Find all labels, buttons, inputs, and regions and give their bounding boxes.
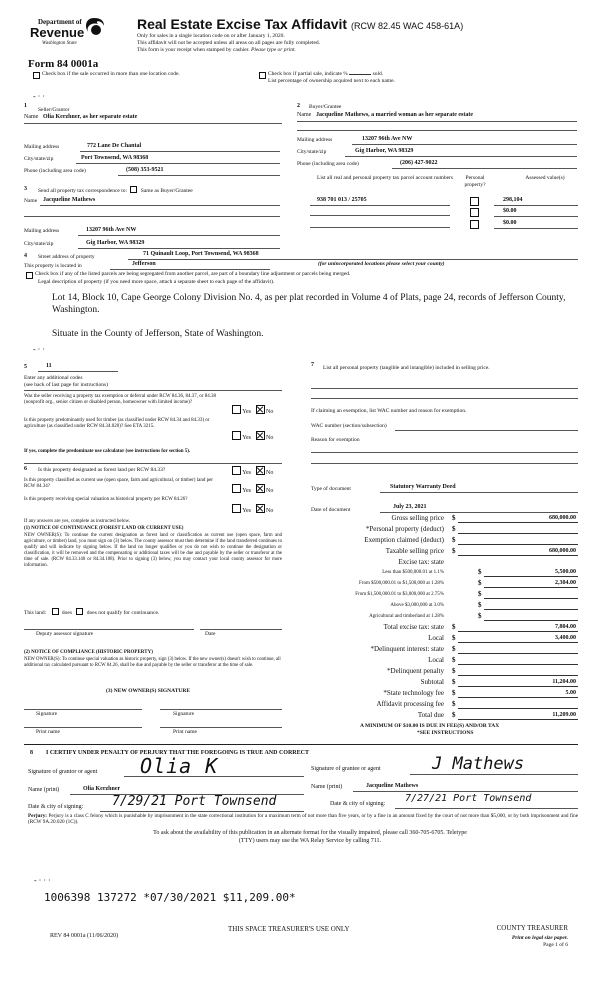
perjury-statement: Perjury: Perjury is a class C felony which is punishable by imprisonment in the state correctional institution for a maximum term of not more than five years, or by a fine in an amount fixed by the court of not more than $5,000, or by both imprisonment and fine (RCW 9A.20.020 (1C)).	[28, 813, 579, 826]
unincorporated-note: (for unincorporated locations please select your county)	[318, 261, 445, 267]
buyer-city-label: City/state/zip	[297, 149, 327, 155]
tier3-label: From $1,500,000.01 to $3,000,000 at 2.75%	[355, 592, 444, 597]
form-subtitle-2: This affidavit will not be accepted unless all areas on all pages are fully completed.	[137, 40, 321, 46]
sec6-q2-no-checkbox[interactable]	[256, 484, 265, 493]
sec5-q1-no-checkbox[interactable]	[256, 405, 265, 414]
scan-marks-2: - · ·	[33, 345, 45, 354]
sec6-q1-yes-checkbox[interactable]	[232, 466, 241, 475]
sec7-label: List all personal property (tangible and intangible) included in selling price.	[323, 365, 490, 371]
correspondence-section-number: 3	[24, 186, 27, 192]
dor-logo	[28, 14, 108, 58]
treasurer-use-only: THIS SPACE TREASURER'S USE ONLY	[228, 925, 350, 933]
affidavit-fee-label: Affidavit processing fee	[376, 700, 444, 708]
multi-location-checkbox[interactable]	[33, 72, 40, 79]
street-label: Street address of property	[38, 254, 95, 260]
sec8-number: 8	[30, 750, 33, 756]
minimum-due-note: A MINIMUM OF $10.00 IS DUE IN FEE(S) AND/OR TAX	[360, 723, 500, 729]
delinq-pen-line	[458, 675, 578, 676]
grantor-name-label: Name (print)	[28, 787, 60, 793]
sec6-number: 6	[24, 466, 27, 472]
grantor-date-label: Date & city of signing:	[28, 804, 84, 810]
sec6-q1: Is this property designated as forest land per RCW 84.33?	[38, 467, 166, 473]
tier1-dollar: $	[478, 568, 482, 576]
personal-line	[458, 533, 578, 534]
form-number: Form 84 0001a	[28, 58, 99, 70]
deputy-sig-line	[24, 629, 194, 630]
land-does-checkbox[interactable]	[52, 608, 59, 615]
new-owner-sig-label-1: Signature	[36, 711, 58, 717]
excise-label: Excise tax: state	[398, 558, 444, 566]
seller-phone-line	[118, 175, 280, 176]
form-subtitle-1: Only for sales in a single location code on or after January 1, 2020.	[137, 33, 285, 39]
sec7-number: 7	[311, 362, 314, 368]
delinq-int-dollar: $	[452, 645, 456, 653]
seller-name-line	[24, 123, 282, 124]
grantee-date-city[interactable]: 7/27/21 Port Townsend	[405, 793, 532, 804]
sec5-instructions: (see back of last page for instructions)	[24, 382, 108, 388]
sec5-q1-answer: Yes No	[232, 405, 273, 416]
gross-label: Gross selling price	[391, 514, 444, 522]
sec8-top-rule	[24, 744, 578, 745]
sec6-q4: If any answers are yes, complete as instructed below.	[24, 519, 131, 524]
new-owner-print-line-2	[160, 727, 282, 728]
sec6-p1: NEW OWNER(S): To continue the current designation as forest land or classification as current use (open space, farm and agriculture, or timber) land, you must sign on (3) below. The county assessor must then determine if the land transferred continues to qualify and will indicate by signing below. If the land no longer qualifies or you do not wish to continue the designation or classification, it will be removed and the compensating or additional taxes will be due and payable by the seller or transferor at the time of sale. (RCW 84.33.140 or 84.34.108). Prior to signing (3) below, you may contact your local county assessor for more information.	[24, 533, 282, 568]
sec6-p2: NEW OWNER(S): To continue special valuation as historic property, sign (3) below. If the new owner(s) doesn't wish to continue, all additional tax calculated pursuant to RCW 84.26, shall be due and payable by the seller or transferor at the time of sale.	[24, 657, 281, 668]
alt-format-2: (TTY) users may use the WA Relay Service by calling 711.	[238, 838, 382, 844]
gross-amount[interactable]: 680,000.00	[549, 515, 576, 521]
segregated-checkbox[interactable]	[26, 272, 33, 279]
dept-line1: Department of	[38, 18, 82, 26]
partial-sale-checkbox[interactable]	[259, 72, 266, 79]
property-street-line	[128, 259, 578, 260]
local-label: Local	[428, 634, 444, 642]
grantee-name-label: Name (print)	[311, 784, 343, 790]
reason-label: Reason for exemption	[311, 437, 360, 443]
sec5-code-line	[38, 371, 118, 372]
total-state-dollar: $	[452, 623, 456, 631]
grantee-name[interactable]: Jacqueline Mathews	[366, 783, 419, 789]
sec6-q3-yes-checkbox[interactable]	[232, 504, 241, 513]
grantor-signature[interactable]: Olia K	[140, 754, 219, 778]
form-subtitle-3: This form is your receipt when stamped by cashier. Please type or print.	[137, 47, 296, 53]
county-treasurer: COUNTY TREASURER	[496, 924, 568, 932]
assessed-line-2	[494, 216, 578, 217]
personal-property-checkbox-1[interactable]	[470, 197, 479, 206]
delinq-int-line	[458, 653, 578, 654]
sec5-additional-codes: Enter any additional codes	[24, 375, 83, 381]
tier3-line	[484, 598, 578, 599]
tier1-amount[interactable]: 5,500.00	[555, 569, 576, 575]
property-street[interactable]: 71 Quinault Loop, Port Townsend, WA 98368	[143, 251, 259, 257]
total-due-dollar: $	[452, 711, 456, 719]
taxable-line	[458, 555, 578, 556]
delinq-pen-dollar: $	[452, 667, 456, 675]
grantee-signature[interactable]: J Mathews	[432, 754, 525, 774]
grantor-name[interactable]: Olia Kerzhner	[83, 786, 121, 792]
buyer-section-number: 2	[297, 103, 300, 109]
correspondence-blank-line	[24, 216, 280, 217]
parcel-line-1	[310, 205, 450, 206]
tier4-dollar: $	[478, 601, 482, 609]
sec6-h2: (2) NOTICE OF COMPLIANCE (HISTORIC PROPERTY)	[24, 650, 153, 655]
gross-line	[458, 522, 578, 523]
correspondence-label: Send all property tax correspondence to: Same as Buyer/Grantee	[38, 188, 193, 194]
delinq-pen-label: *Delinquent penalty	[387, 667, 444, 675]
seller-phone[interactable]: (508) 353-9521	[126, 167, 164, 173]
correspondence-city[interactable]: Gig Harbor, WA 98329	[86, 240, 145, 246]
legal-description-label: Legal description of property (if you need more space, attach a separate sheet to each page of the affidavit).	[38, 279, 275, 285]
sec6-q2-yes-checkbox[interactable]	[232, 484, 241, 493]
correspondence-mailing[interactable]: 13207 96th Ave NW	[86, 227, 137, 233]
tier5-line	[484, 620, 578, 621]
doc-type-label: Type of document	[311, 486, 351, 492]
grantor-date-line	[100, 811, 304, 812]
sec6-q1-answer: Yes No	[232, 466, 273, 477]
buyer-mailing-label: Mailing address	[297, 137, 333, 143]
legal-description[interactable]: Lot 14, Block 10, Cape George Colony Division No. 4, as per plat recorded in Volume 4 of Plats, page 24, records of Jefferson County, Washington.	[52, 293, 566, 315]
exemption-label: Exemption claimed (deduct)	[364, 536, 444, 544]
form-title: Real Estate Excise Tax Affidavit (RCW 82.45 WAC 458-61A)	[137, 16, 464, 32]
tech-amount[interactable]: 5.00	[565, 690, 576, 696]
parcel-line-2	[310, 215, 450, 216]
certify-statement: I CERTIFY UNDER PENALTY OF PERJURY THAT THE FOREGOING IS TRUE AND CORRECT	[46, 750, 309, 756]
personal-dollar: $	[452, 525, 456, 533]
tech-dollar: $	[452, 689, 456, 697]
assessed-value-2[interactable]: $0.00	[503, 208, 517, 214]
sec6-q3-answer: Yes No	[232, 504, 273, 515]
seller-heading: Seller/Grantor	[38, 107, 70, 113]
sec5-q2-answer: Yes No	[232, 431, 273, 442]
sec6-q3-no-checkbox[interactable]	[256, 504, 265, 513]
treasurer-receipt-stamp: 1006398 137272 *07/30/2021 $11,209.00*	[44, 891, 296, 904]
revision-code: REV 84 0001a (11/06/2020)	[50, 933, 119, 939]
personal-property-checkbox-2[interactable]	[470, 208, 479, 217]
tier1-label: Less than $500,000.01 at 1.1%	[382, 570, 444, 575]
sec5-q3: If yes, complete the predominate use calculator (see instructions for section 5).	[24, 449, 191, 454]
correspondence-mailing-label: Mailing address	[24, 228, 60, 234]
doc-date[interactable]: July 23, 2021	[393, 504, 427, 510]
taxable-label: Taxable selling price	[385, 547, 444, 555]
sec5-q1: Was the seller receiving a property tax exemption or deferral under RCW 84.36, 84.37, or 84.38 (nonprofit org., senior citizen or disabled person, homeowner with limited income)?	[24, 394, 216, 405]
sig-grantor-label: Signature of grantor or agent	[28, 769, 98, 775]
wac-line	[395, 430, 578, 431]
tier5-dollar: $	[478, 612, 482, 620]
tech-label: *State technology fee	[383, 689, 444, 697]
sec6-q2-answer: Yes No	[232, 484, 273, 495]
exemption-line	[458, 544, 578, 545]
personal-col-header: Personal property?	[464, 175, 486, 188]
sec5-bottom-rule	[24, 463, 282, 464]
seller-city-line	[76, 163, 280, 164]
subtotal-line	[458, 686, 578, 687]
new-owner-sig-line-2	[160, 709, 282, 710]
property-county-line	[110, 269, 270, 270]
sec5-code[interactable]: 11	[46, 363, 52, 369]
seller-mailing-label: Mailing address	[24, 144, 60, 150]
correspondence-name[interactable]: Jacqueline Mathews	[43, 197, 96, 203]
seller-section-number: 1	[24, 103, 27, 109]
reason-line-2	[311, 463, 578, 464]
sec7-line-2	[311, 398, 578, 399]
buyer-heading: Buyer/Grantee	[309, 104, 342, 110]
grantor-date-city[interactable]: 7/29/21 Port Townsend	[112, 794, 277, 809]
sec5-q2-yes-checkbox[interactable]	[232, 431, 241, 440]
total-state-label: Total excise tax: state	[383, 623, 444, 631]
grantee-name-line	[353, 791, 578, 792]
doc-type-line	[380, 492, 578, 493]
tier2-dollar: $	[478, 579, 482, 587]
legal-size-note: Print on legal size paper.	[511, 935, 568, 941]
buyer-name-line	[297, 121, 577, 122]
assessed-line-3	[494, 228, 578, 229]
page-number: Page 1 of 6	[543, 942, 568, 948]
local-amount[interactable]: 3,400.00	[555, 635, 576, 641]
correspondence-name-label: Name	[24, 198, 38, 204]
sec5-q1-yes-checkbox[interactable]	[232, 405, 241, 414]
buyer-name-label: Name	[297, 112, 312, 118]
buyer-name[interactable]: Jacqueline Mathews, a married woman as her separate estate	[316, 112, 474, 118]
tech-line	[458, 697, 578, 698]
scan-marks: - · ·	[33, 92, 45, 101]
sec6-q2: Is this property classified as current use (open space, farm and agricultural, or timber) land per RCW 84.34?	[24, 478, 213, 489]
located-label: This property is located in	[24, 263, 82, 269]
personal-label: *Personal property (deduct)	[365, 525, 444, 533]
subtotal-amount[interactable]: 11,204.00	[552, 679, 576, 685]
taxable-dollar: $	[452, 547, 456, 555]
partial-sale-label: Check box if partial sale, indicate % sold.	[268, 71, 384, 77]
subtotal-dollar: $	[452, 678, 456, 686]
local2-dollar: $	[452, 656, 456, 664]
tier2-line	[484, 587, 578, 588]
assessed-value-1[interactable]: 298,104	[503, 197, 523, 203]
local2-label: Local	[428, 656, 444, 664]
sec6-q3: Is this property receiving special valuation as historical property per RCW 84.26?	[24, 497, 188, 502]
ownership-pct-note: List percentage of ownership acquired next to each name.	[268, 78, 395, 84]
sec5-number: 5	[24, 364, 27, 370]
scan-marks-3: - · · ·	[34, 876, 51, 885]
buyer-city-line	[345, 156, 577, 157]
tier5-label: Agricultural and timberland at 1.28%	[369, 614, 444, 619]
total-due-label: Total due	[417, 711, 444, 719]
tier1-line	[484, 576, 578, 577]
grantee-date-label: Date & city of signing:	[330, 801, 386, 807]
new-owner-sig-label-2: Signature	[173, 711, 195, 717]
sec5-rule	[24, 390, 282, 391]
reason-line-1	[311, 452, 578, 453]
multi-location-label: Check box if the sale occurred in more than one location code.	[42, 71, 180, 77]
buyer-city[interactable]: Gig Harbor, WA 98329	[355, 148, 414, 154]
property-section-number: 4	[24, 253, 27, 259]
alt-format-1: To ask about the availability of this publication in an alternate format for the visually impaired, please call 360-705-6705. Teletype	[153, 830, 467, 836]
taxable-amount[interactable]: 680,000.00	[549, 548, 576, 554]
tier4-label: Above $3,000,000 at 3.0%	[390, 603, 444, 608]
same-as-buyer-checkbox[interactable]	[130, 186, 137, 193]
sig-grantor-line	[124, 776, 304, 777]
buyer-mailing-line	[352, 144, 577, 145]
sec5-q2: Is this property predominantly used for timber (as classified under RCW 84.34 and 84.33) or agriculture (as classified under RCW 84.34.020)? See ETA 3215.	[24, 418, 210, 429]
tier2-amount[interactable]: 2,304.00	[555, 580, 576, 586]
assessed-value-3[interactable]: $0.00	[503, 220, 517, 226]
subtotal-label: Subtotal	[420, 678, 444, 686]
parcel-line-3	[310, 227, 450, 228]
affidavit-fee-line	[458, 708, 578, 709]
deputy-sig-label: Deputy assessor signature	[36, 631, 94, 637]
assessed-col-header: Assessed value(s)	[525, 175, 565, 181]
local-dollar: $	[452, 634, 456, 642]
gross-dollar: $	[452, 514, 456, 522]
seller-mailing[interactable]: 772 Lane De Chantal	[87, 143, 142, 149]
new-owner-print-label-1: Print name	[36, 729, 60, 735]
new-owner-sig-line-1	[24, 709, 142, 710]
seller-name-label: Name	[24, 114, 39, 120]
exempt-label: If claiming an exemption, list WAC number and reason for exemption.	[311, 408, 467, 414]
sig-grantee-line	[410, 774, 578, 775]
doc-date-label: Date of document	[311, 507, 351, 513]
local-line	[458, 642, 578, 643]
land-does-not-checkbox[interactable]	[76, 608, 83, 615]
total-due-amount[interactable]: 11,209.00	[552, 712, 576, 718]
sec6-h3: (3) NEW OWNER(S) SIGNATURE	[106, 688, 190, 694]
correspondence-name-line	[40, 205, 280, 206]
buyer-phone[interactable]: (206) 427-9022	[400, 160, 438, 166]
doc-date-line	[380, 512, 578, 513]
exemption-dollar: $	[452, 536, 456, 544]
legal-situate[interactable]: Situate in the County of Jefferson, State of Washington.	[52, 329, 264, 339]
wac-label: WAC number (section/subsection)	[311, 423, 387, 429]
buyer-phone-line	[392, 168, 577, 169]
personal-property-checkbox-3[interactable]	[470, 220, 479, 229]
buyer-phone-label: Phone (including area code)	[297, 161, 359, 167]
dor-swirl-icon	[82, 16, 106, 40]
parcel-number-1[interactable]: 938 701 013 / 25705	[317, 197, 367, 203]
deputy-date-label: Date	[205, 631, 216, 637]
dept-line3: Washington State	[42, 41, 77, 46]
doc-type[interactable]: Statutory Warranty Deed	[390, 484, 456, 490]
tier4-line	[484, 609, 578, 610]
buyer-blank-line	[297, 130, 577, 131]
seller-city-label: City/state/zip	[24, 156, 54, 162]
local2-line	[458, 664, 578, 665]
seller-name[interactable]: Olia Kerzhner, as her separate estate	[43, 114, 138, 120]
total-due-line	[458, 719, 578, 720]
see-instructions: *SEE INSTRUCTIONS	[417, 730, 474, 736]
parcel-col-header: List all real and personal property tax parcel account numbers	[316, 175, 454, 181]
assessed-line-1	[494, 205, 578, 206]
buyer-mailing[interactable]: 13207 96th Ave NW	[362, 136, 413, 142]
sig-grantee-label: Signature of grantee or agent	[311, 766, 381, 772]
seller-mailing-line	[80, 151, 280, 152]
correspondence-mailing-line	[78, 235, 280, 236]
total-state-amount[interactable]: 7,804.00	[555, 624, 576, 630]
grantee-date-line	[395, 808, 578, 809]
new-owner-print-label-2: Print name	[173, 729, 197, 735]
segregated-label: Check box if any of the listed parcels are being segregated from another parcel, are part of a boundary line adjustment or parcels being merged.	[35, 271, 351, 277]
affidavit-fee-dollar: $	[452, 700, 456, 708]
tier2-label: From $500,000.01 to $1,500,000 at 1.28%	[359, 581, 444, 586]
sec6-h1: (1) NOTICE OF CONTINUANCE (FOREST LAND OR CURRENT USE)	[24, 526, 184, 531]
correspondence-city-line	[78, 248, 280, 249]
seller-phone-label: Phone (including area code)	[24, 168, 86, 174]
sec6-land: This land: does does not qualify for continuance.	[24, 610, 160, 616]
property-county[interactable]: Jefferson	[132, 261, 156, 267]
sec7-line-1	[311, 388, 578, 389]
tier3-dollar: $	[478, 590, 482, 598]
delinq-int-label: *Delinquent interest: state	[370, 645, 444, 653]
sec5-q2-no-checkbox[interactable]	[256, 431, 265, 440]
dept-line2: Revenue	[30, 25, 85, 40]
total-state-line	[458, 631, 578, 632]
new-owner-print-line-1	[24, 727, 142, 728]
correspondence-city-label: City/state/zip	[24, 241, 54, 247]
sec6-q1-no-checkbox[interactable]	[256, 466, 265, 475]
seller-city[interactable]: Port Townsend, WA 98368	[81, 155, 149, 161]
